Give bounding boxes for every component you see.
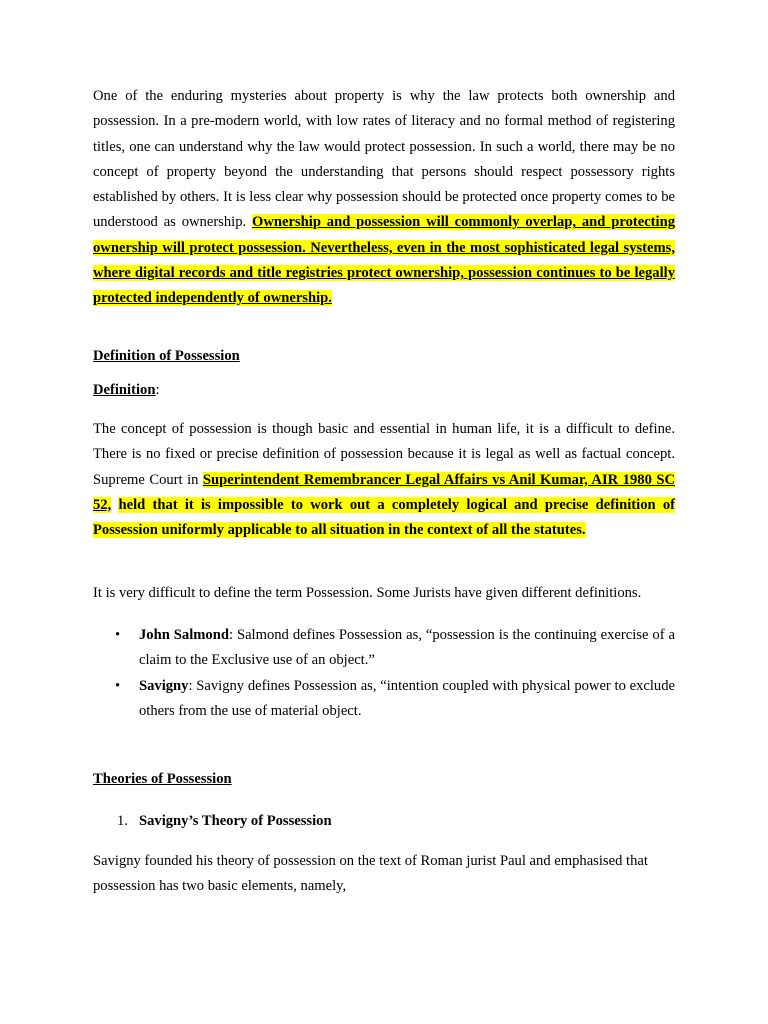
savigny-paragraph: Savigny founded his theory of possession on the text of Roman jurist Paul and emphasised that possession has two basic elements, namely, [93,853,648,895]
concept-plain-text: The concept of possession is though basic and essential in human life, it is a difficult to define. There is no fixed or precise definition of possession because it is legal as well as factual concept. Supreme Court in [93,421,675,488]
list-item [93,623,675,674]
bullet-icon: • [115,627,121,643]
theories-of-possession-heading: Theories of Possession [93,771,232,787]
jurist-definition: : Savigny defines Possession as, “intention coupled with physical power to exclude others from the use of material object. [139,677,675,719]
concept-paragraph [93,417,675,543]
held-text: held that it is impossible to work out a completely logical and precise definition of Possession uniformly applicable to all situation in the context of all the statutes. [93,496,675,539]
case-name: Superintendent Remembrancer Legal Affairs vs Anil Kumar, AIR 1980 SC 52, [93,471,675,513]
jurists-intro: It is very difficult to define the term Possession. Some Jurists have given different definitions. [93,585,642,601]
numbered-item [93,811,675,831]
intro-paragraph [93,84,675,312]
jurist-definition: : Salmond defines Possession as, “possession is the continuing exercise of a claim to the Exclusive use of an object.” [139,627,675,669]
jurist-definitions-list [93,623,675,724]
intro-highlighted-text: Ownership and possession will commonly overlap, and protecting ownership will protect possession. Nevertheless, even in the most sophisticated legal systems, where digital records and title registries protect ownership, possession continues to be legally protected independently of ownership. [93,214,676,307]
item-number: 1. [117,813,128,829]
definition-of-possession-heading: Definition of Possession [93,348,240,364]
bullet-icon: • [115,677,121,694]
definition-subheading [93,380,160,400]
jurist-name: Savigny [139,677,189,694]
jurist-name: John Salmond [139,627,229,643]
item-title: Savigny’s Theory of Possession [139,813,332,829]
definition-colon: : [155,382,160,398]
definition-label: Definition [93,382,156,398]
list-item [93,674,675,725]
intro-plain-text: One of the enduring mysteries about property is why the law protects both ownership and possession. In a pre-modern world, with low rates of literacy and no formal method of registering titles, one can understand why the law would protect possession. In such a world, there may be no concept of property beyond the understanding that persons should respect possessory rights established by others. It is less clear why possession should be protected once property comes to be understood as ownership. [93,88,675,231]
